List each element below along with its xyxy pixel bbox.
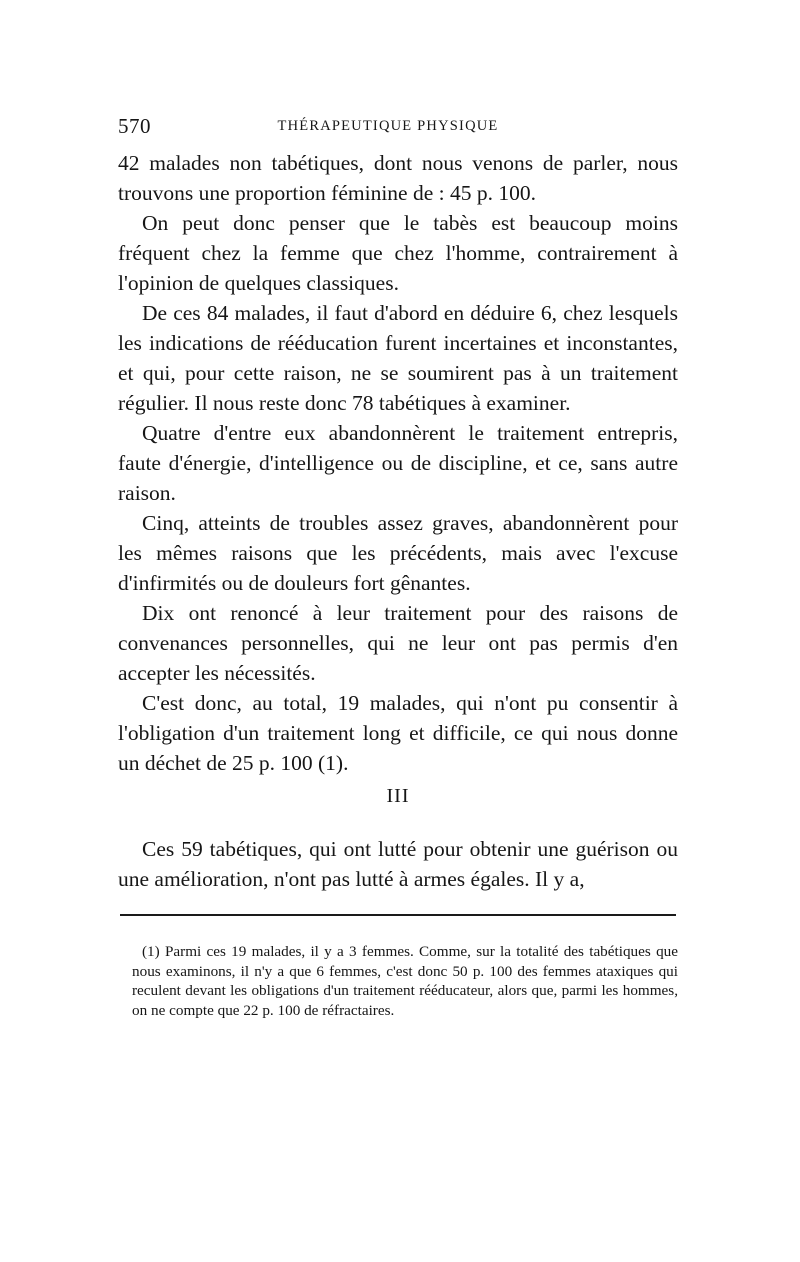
paragraph: Quatre d'entre eux abandonnèrent le traitement entrepris, faute d'énergie, d'intelligence ou de discipline, et ce, sans autre raison. bbox=[118, 421, 678, 505]
section-heading: III bbox=[386, 785, 410, 807]
paragraph: On peut donc penser que le tabès est beaucoup moins fréquent chez la femme que chez l'homme, contrairement à l'opinion de quelques classiques. bbox=[118, 211, 678, 295]
paragraph: C'est donc, au total, 19 malades, qui n'ont pu consentir à l'obligation d'un traitement long et difficile, ce qui nous donne un déchet de 25 p. 100 (1). bbox=[118, 691, 678, 775]
footnote: (1) Parmi ces 19 malades, il y a 3 femmes. Comme, sur la totalité des tabétiques que nous examinons, il n'y a que 6 femmes, c'est donc 50 p. 100 des femmes ataxiques qui reculent devant les obligations d'un traitement rééducateur, alors que, parmi les hommes, on ne compte que 22 p. 100 de réfractaires. bbox=[132, 943, 678, 1019]
page-number: 570 bbox=[118, 114, 151, 138]
body-text bbox=[118, 148, 678, 778]
page-header bbox=[118, 114, 678, 140]
footnote-divider bbox=[120, 914, 676, 916]
section-text bbox=[118, 834, 678, 894]
paragraph: Ces 59 tabétiques, qui ont lutté pour obtenir une guérison ou une amélioration, n'ont pas lutté à armes égales. Il y a, bbox=[118, 837, 678, 891]
paragraph: Cinq, atteints de troubles assez graves, abandonnèrent pour les mêmes raisons que les précédents, mais avec l'excuse d'infirmités ou de douleurs fort gênantes. bbox=[118, 511, 678, 595]
paragraph: De ces 84 malades, il faut d'abord en déduire 6, chez lesquels les indications de rééducation furent incertaines et inconstantes, et qui, pour cette raison, ne se soumirent pas à un traitement régulier. Il nous reste donc 78 tabétiques à examiner. bbox=[118, 301, 678, 415]
running-title: THÉRAPEUTIQUE PHYSIQUE bbox=[277, 118, 499, 134]
paragraph: 42 malades non tabétiques, dont nous venons de parler, nous trouvons une proportion féminine de : 45 p. 100. bbox=[118, 151, 678, 205]
paragraph: Dix ont renoncé à leur traitement pour des raisons de convenances personnelles, qui ne leur ont pas permis d'en accepter les nécessités. bbox=[118, 601, 678, 685]
